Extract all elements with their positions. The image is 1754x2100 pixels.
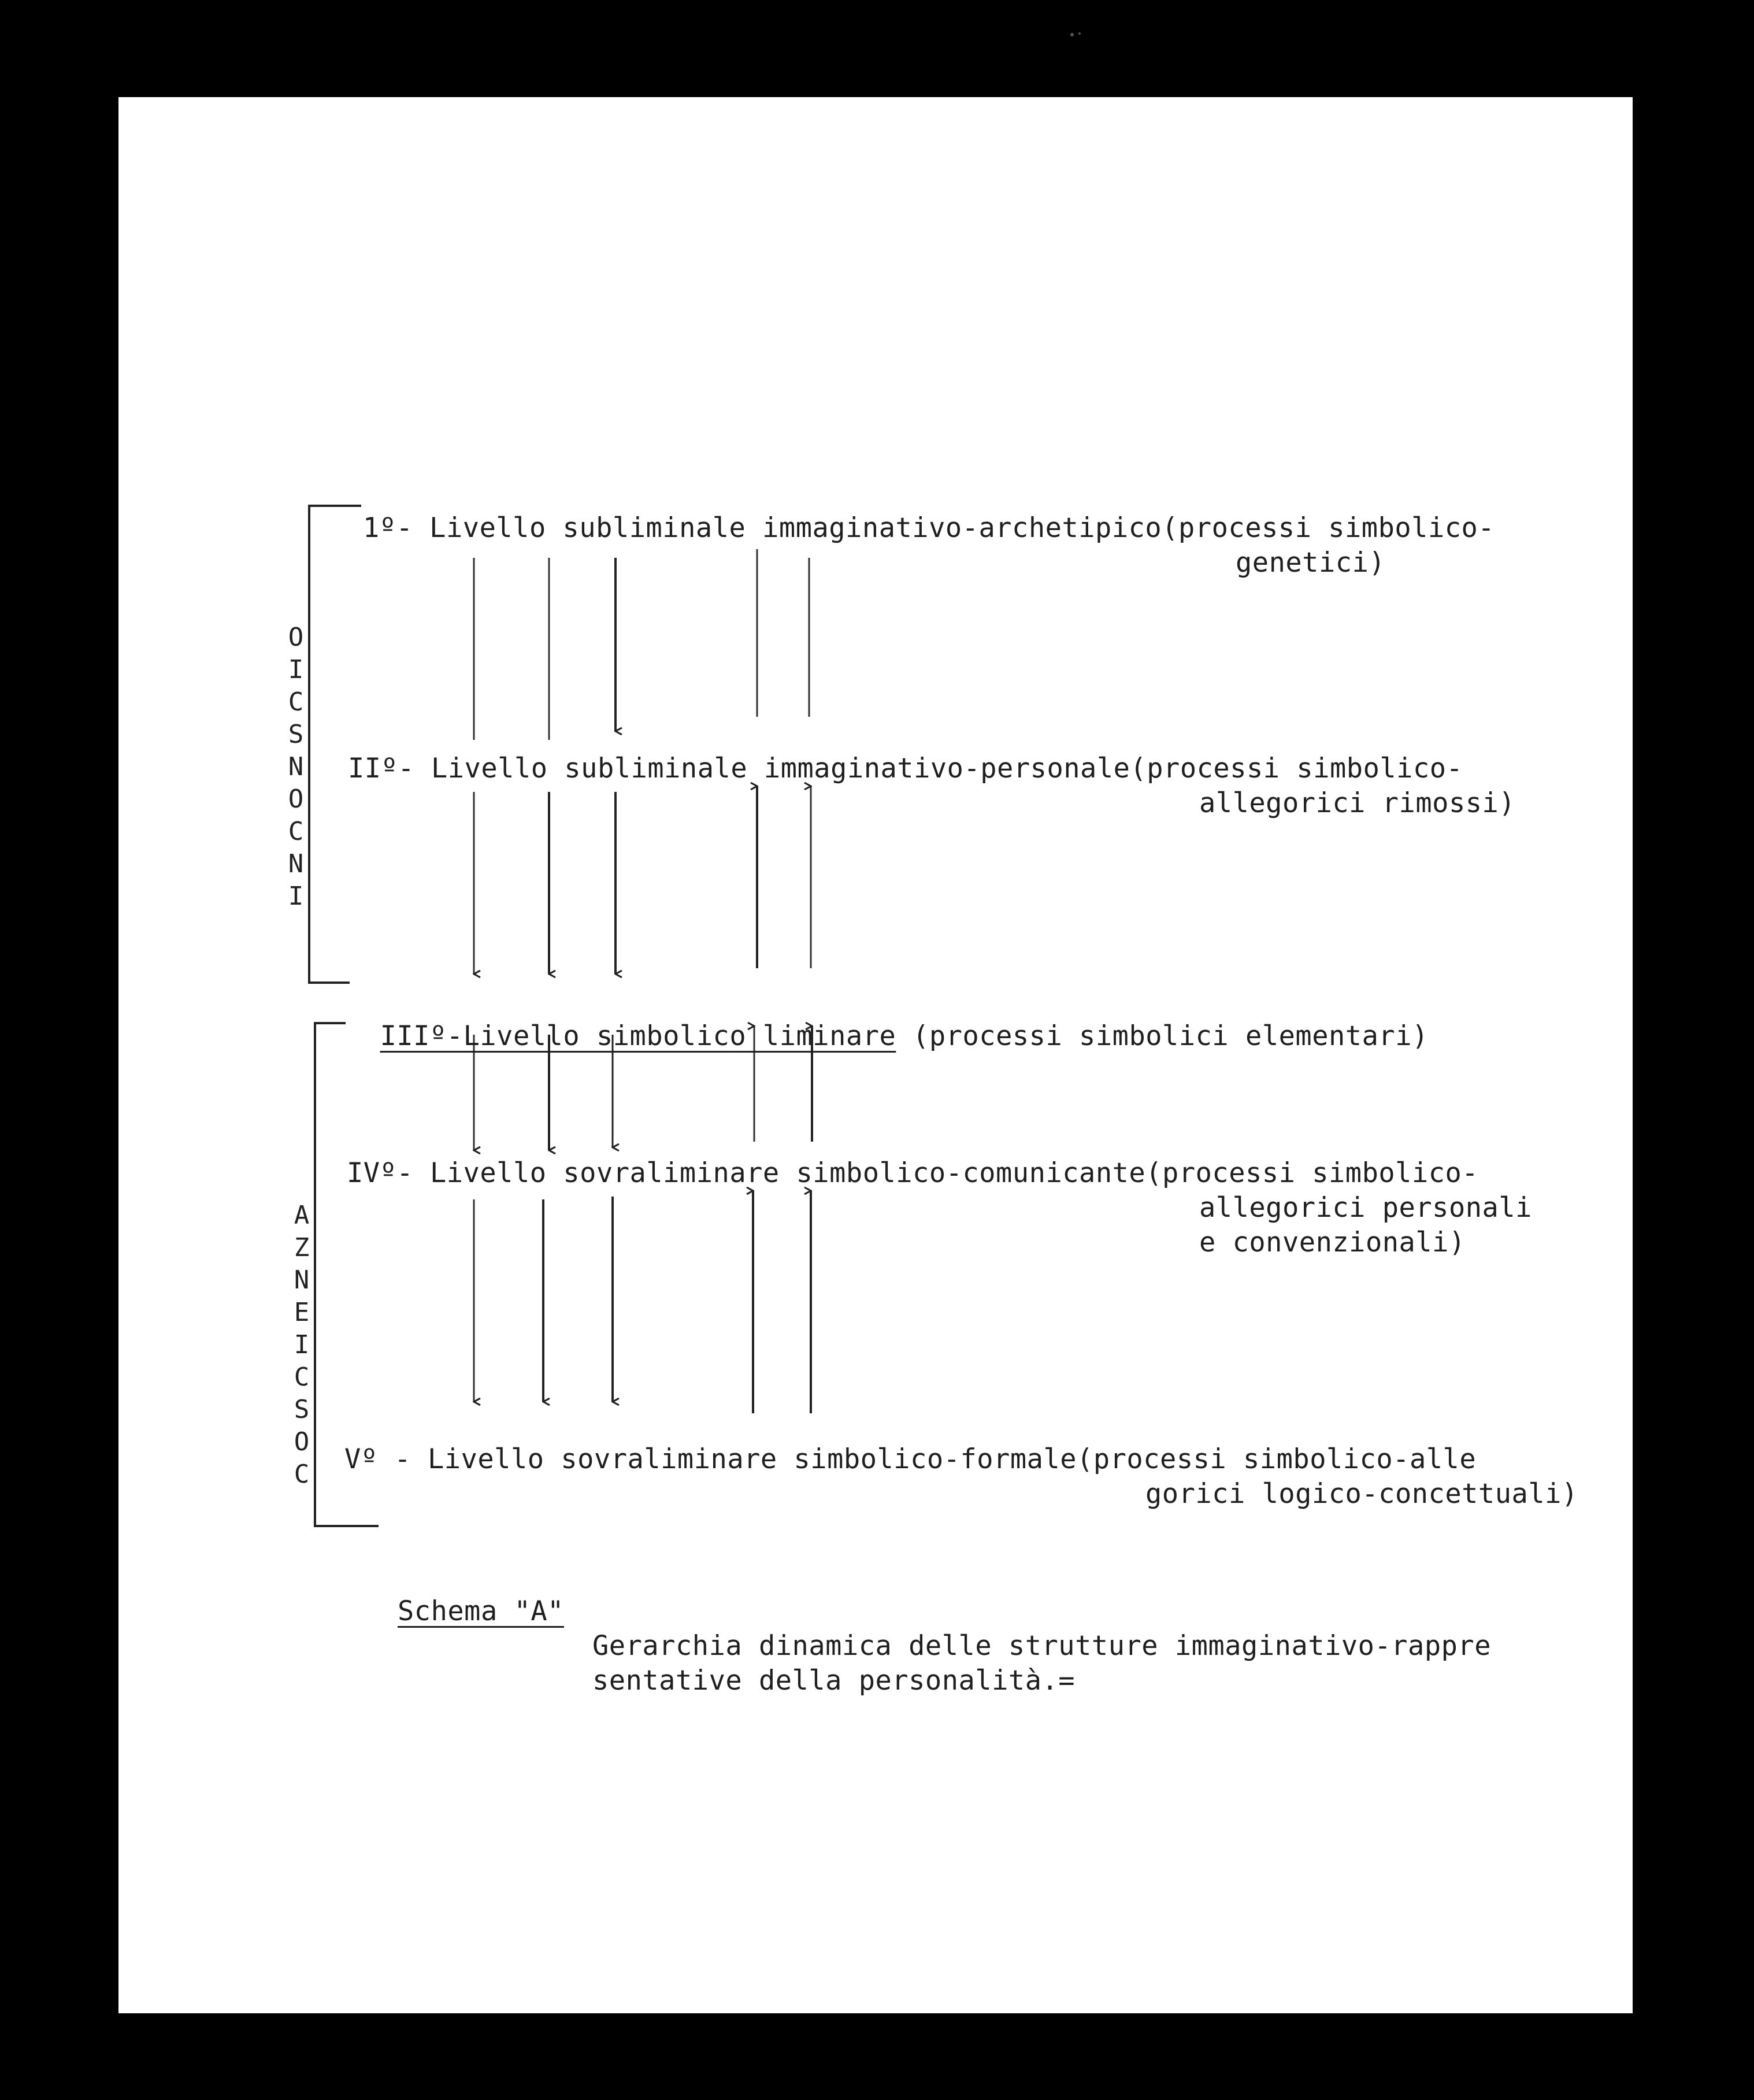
side-letter: S (288, 720, 304, 749)
side-letter: A (294, 1201, 310, 1230)
side-letter: O (288, 784, 304, 814)
scan-speck (1078, 32, 1081, 35)
level-5-line-2: gorici logico-concettuali) (1145, 1478, 1578, 1510)
side-letter: Z (294, 1233, 310, 1262)
side-letter: C (294, 1362, 310, 1392)
level-4-line-2: allegorici personali (1199, 1192, 1532, 1224)
level-3-label: IIIº-Livello simbolico liminare (380, 1020, 896, 1052)
side-letter: N (294, 1265, 310, 1295)
side-letter: C (288, 817, 304, 846)
side-letter: O (288, 623, 304, 652)
schema-title: Schema "A" (398, 1595, 564, 1627)
inconscio-side-label (279, 621, 313, 913)
level-1-line-2: genetici) (1236, 547, 1386, 579)
side-letter: E (294, 1298, 310, 1327)
level-2-line-2: allegorici rimossi) (1199, 787, 1516, 819)
level-4-line-1: IVº- Livello sovraliminare simbolico-comunicante(processi simbolico- (347, 1157, 1479, 1189)
side-letter: N (288, 752, 304, 782)
level-3-line (347, 984, 1429, 1054)
level-2-line-1: IIº- Livello subliminale immaginativo-personale(processi simbolico- (348, 753, 1463, 784)
caption-line-1: Gerarchia dinamica delle strutture immaginativo-rappre (592, 1630, 1492, 1662)
level-1-line-1: 1º- Livello subliminale immaginativo-archetipico(processi simbolico- (363, 512, 1495, 544)
level-5-line-1: Vº - Livello sovraliminare simbolico-formale(processi simbolico-alle (344, 1443, 1477, 1475)
side-letter: I (294, 1330, 310, 1360)
side-letter: C (288, 687, 304, 717)
side-letter: N (288, 849, 304, 879)
side-letter: S (294, 1395, 310, 1424)
inconscio-bracket (309, 506, 361, 983)
scan-speck (1070, 33, 1074, 36)
level-3-rest: (processi simbolici elementari) (896, 1020, 1429, 1052)
side-letter: C (294, 1460, 310, 1489)
coscienza-side-label (284, 1199, 319, 1491)
side-letter: I (288, 882, 304, 911)
caption-line-2: sentative della personalità.= (592, 1665, 1076, 1697)
side-letter: O (294, 1427, 310, 1457)
side-letter: I (288, 655, 304, 684)
level-4-line-3: e convenzionali) (1199, 1227, 1466, 1258)
